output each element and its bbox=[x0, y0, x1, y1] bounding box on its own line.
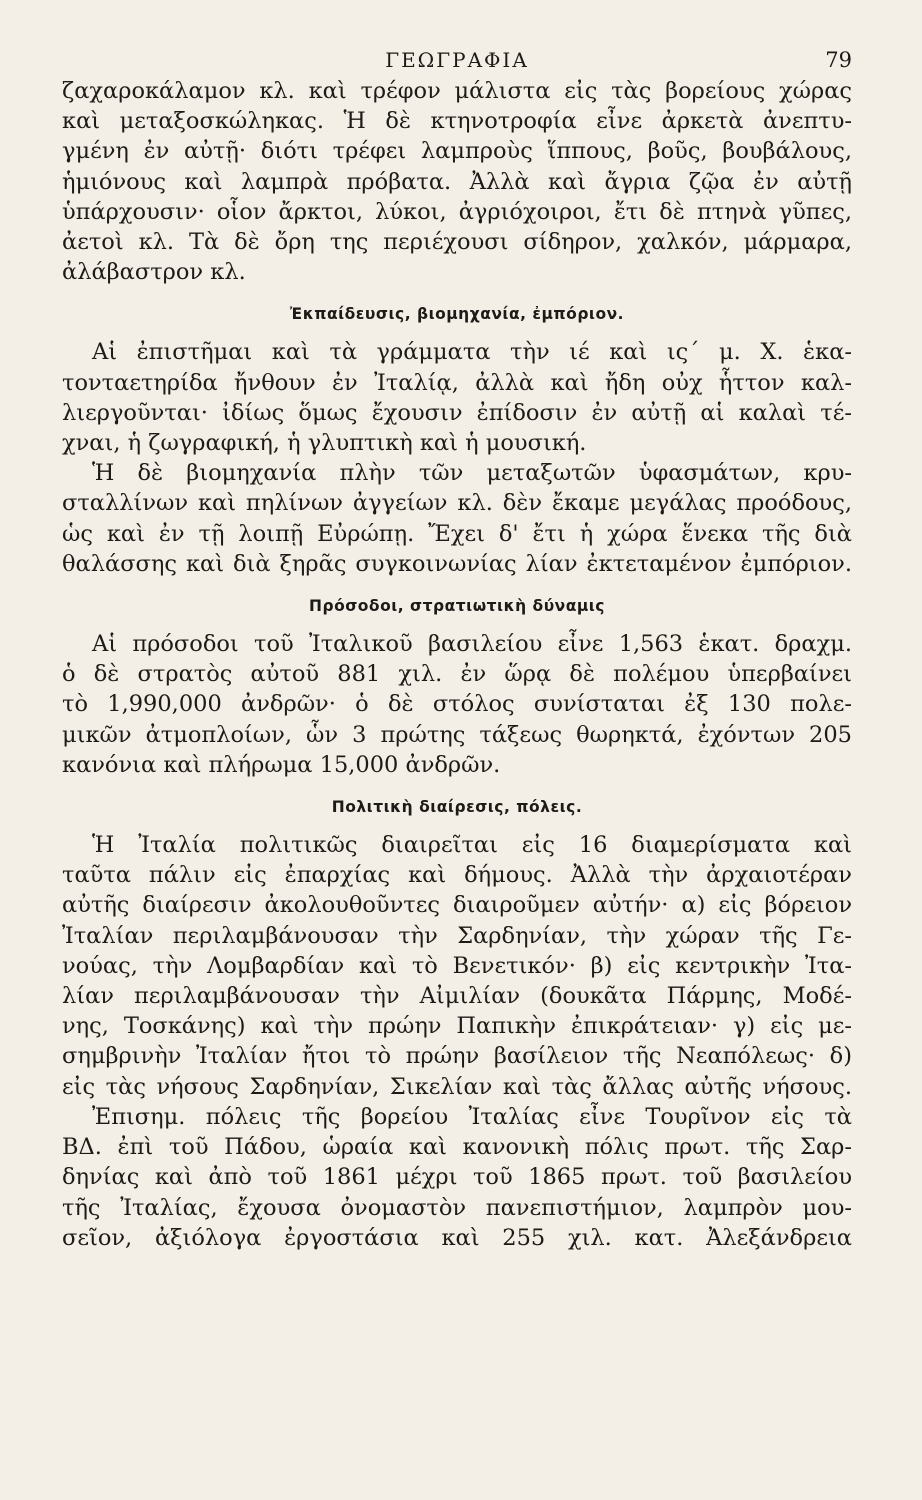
text-line: ταῦτα πάλιν εἰς ἐπαρχίας καὶ δήμους. Ἀλλὰ τὴν ἀρχαιοτέραν bbox=[62, 862, 852, 889]
text-line: τονταετηρίδα ἤνθουν ἐν Ἰταλίᾳ, ἀλλὰ καὶ ἤδη οὐχ ἧττον καλ- bbox=[62, 369, 852, 396]
paragraph-division bbox=[62, 830, 852, 1102]
paragraph-agriculture bbox=[62, 76, 852, 287]
text-line: τῆς Ἰταλίας, ἔχουσα ὀνομαστὸν πανεπιστήμιον, λαμπρὸν μου- bbox=[62, 1194, 852, 1221]
text-line: Ἡ Ἰταλία πολιτικῶς διαιρεῖται εἰς 16 διαμερίσματα καὶ bbox=[92, 832, 852, 859]
text-line: ζαχαροκάλαμον κλ. καὶ τρέφον μάλιστα εἰς τὰς βορείους χώρας bbox=[62, 78, 852, 104]
text-line: θαλάσσης καὶ διὰ ξηρᾶς συγκοινωνίας λίαν ἐκτεταμένον ἐμπόριον. bbox=[62, 550, 852, 577]
text-line: Αἱ ἐπιστῆμαι καὶ τὰ γράμματα τὴν ιέ καὶ ις΄ μ. Χ. ἑκα- bbox=[92, 339, 852, 366]
text-line: σταλλίνων καὶ πηλίνων ἀγγείων κλ. δὲν ἔκαμε μεγάλας προόδους, bbox=[62, 490, 852, 517]
paragraph-industry bbox=[62, 458, 852, 579]
text-line: κανόνια καὶ πλήρωμα 15,000 ἀνδρῶν. bbox=[62, 751, 501, 778]
text-line: δηνίας καὶ ἀπὸ τοῦ 1861 μέχρι τοῦ 1865 πρωτ. τοῦ βασιλείου bbox=[62, 1164, 852, 1191]
text-line: Ἡ δὲ βιομηχανία πλὴν τῶν μεταξωτῶν ὑφασμάτων, κρυ- bbox=[92, 460, 852, 487]
text-line: ὑπάρχουσιν· οἷον ἄρκτοι, λύκοι, ἀγριόχοιροι, ἔτι δὲ πτηνὰ γῦπες, bbox=[62, 198, 852, 225]
text-line: καὶ μεταξοσκώληκας. Ἡ δὲ κτηνοτροφία εἶνε ἀρκετὰ ἀνεπτυ- bbox=[62, 108, 852, 135]
text-line: ΒΔ. ἐπὶ τοῦ Πάδου, ὡραία καὶ κανονικὴ πόλις πρωτ. τῆς Σαρ- bbox=[62, 1134, 852, 1161]
text-line: Αἱ πρόσοδοι τοῦ Ἰταλικοῦ βασιλείου εἶνε 1,563 ἑκατ. δραχμ. bbox=[92, 631, 852, 658]
text-line: σεῖον, ἀξιόλογα ἐργοστάσια καὶ 255 χιλ. κατ. Ἀλεξάνδρεια bbox=[62, 1224, 852, 1251]
text-line: ἡμιόνους καὶ λαμπρὰ πρόβατα. Ἀλλὰ καὶ ἄγρια ζῷα ἐν αὐτῇ bbox=[62, 168, 852, 195]
section-heading-revenue: Πρόσοδοι, στρατιωτικὴ δύναμις bbox=[309, 597, 605, 616]
page-header bbox=[62, 40, 852, 76]
running-title: ΓΕΩΓΡΑΦΙΑ bbox=[385, 48, 529, 72]
text-line: τὸ 1,990,000 ἀνδρῶν· ὁ δὲ στόλος συνίσταται ἐξ 130 πολε- bbox=[62, 691, 852, 718]
text-line: αὐτῆς διαίρεσιν ἀκολουθοῦντες διαιροῦμεν αὐτήν· α) εἰς βόρειον bbox=[62, 892, 852, 919]
paragraph-revenue bbox=[62, 629, 852, 780]
text-line: νης, Τοσκάνης) καὶ τὴν πρώην Παπικὴν ἐπικράτειαν· γ) εἰς με- bbox=[62, 1013, 852, 1040]
text-line: μικῶν ἀτμοπλοίων, ὧν 3 πρώτης τάξεως θωρηκτά, ἐχόντων 205 bbox=[62, 721, 852, 748]
text-line: ὁ δὲ στρατὸς αὐτοῦ 881 χιλ. ἐν ὥρᾳ δὲ πολέμου ὑπερβαίνει bbox=[62, 661, 852, 688]
text-line: ἀλάβαστρον κλ. bbox=[62, 259, 246, 286]
section-heading-division: Πολιτικὴ διαίρεσις, πόλεις. bbox=[331, 798, 583, 817]
section-heading-education: Ἐκπαίδευσις, βιομηχανία, ἐμπόριον. bbox=[289, 305, 625, 324]
text-line: εἰς τὰς νήσους Σαρδηνίαν, Σικελίαν καὶ τὰς ἄλλας αὐτῆς νήσους. bbox=[62, 1073, 852, 1100]
paragraph-cities bbox=[62, 1102, 852, 1253]
text-line: Ἰταλίαν περιλαμβάνουσαν τὴν Σαρδηνίαν, τὴν χώραν τῆς Γε- bbox=[62, 922, 852, 949]
text-line: χναι, ἡ ζωγραφική, ἡ γλυπτικὴ καὶ ἡ μουσική. bbox=[62, 430, 587, 457]
text-line: λιεργοῦνται· ἰδίως ὅμως ἔχουσιν ἐπίδοσιν ἐν αὐτῇ αἱ καλαὶ τέ- bbox=[62, 399, 852, 426]
text-line: σημβρινὴν Ἰταλίαν ἤτοι τὸ πρώην βασίλειον τῆς Νεαπόλεως· δ) bbox=[62, 1043, 852, 1070]
text-line: ὡς καὶ ἐν τῇ λοιπῇ Εὐρώπῃ. Ἔχει δ' ἔτι ἡ χώρα ἕνεκα τῆς διὰ bbox=[62, 520, 852, 547]
paragraph-sciences bbox=[62, 337, 852, 458]
page-number: 79 bbox=[825, 48, 852, 72]
text-line: ἀετοὶ κλ. Τὰ δὲ ὄρη της περιέχουσι σίδηρον, χαλκόν, μάρμαρα, bbox=[62, 229, 852, 256]
text-line: νούας, τὴν Λομβαρδίαν καὶ τὸ Βενετικόν· β) εἰς κεντρικὴν Ἰτα- bbox=[62, 952, 852, 979]
text-line: γμένη ἐν αὐτῇ· διότι τρέφει λαμπροὺς ἵππους, βοῦς, βουβάλους, bbox=[62, 138, 852, 165]
text-line: λίαν περιλαμβάνουσαν τὴν Αἰμιλίαν (δουκᾶτα Πάρμης, Μοδέ- bbox=[62, 983, 852, 1010]
text-line: Ἐπισημ. πόλεις τῆς βορείου Ἰταλίας εἶνε Τουρῖνον εἰς τὰ bbox=[92, 1103, 852, 1130]
